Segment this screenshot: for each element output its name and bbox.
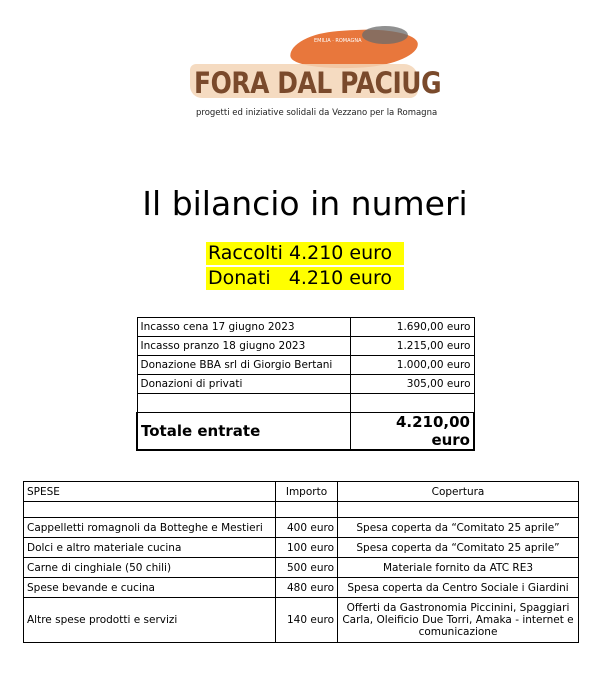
header-spese: SPESE <box>24 482 276 502</box>
empty-row <box>24 502 579 518</box>
income-table <box>136 317 475 451</box>
table-header-row <box>24 482 579 502</box>
expense-coverage: Materiale fornito da ATC RE3 <box>338 558 579 578</box>
expense-item: Cappelletti romagnoli da Botteghe e Mestieri <box>24 518 276 538</box>
logo-subtitle: progetti ed iniziative solidali da Vezzano per la Romagna <box>196 108 438 118</box>
expense-item: Dolci e altro materiale cucina <box>24 538 276 558</box>
income-label: Incasso cena 17 giugno 2023 <box>137 318 351 337</box>
empty-cell <box>351 394 475 413</box>
income-label: Donazione BBA srl di Giorgio Bertani <box>137 356 351 375</box>
income-value: 1.215,00 euro <box>351 337 475 356</box>
table-row <box>137 375 474 394</box>
expense-amount: 140 euro <box>276 598 338 643</box>
raccolti-highlight: Raccolti 4.210 euro <box>206 242 404 265</box>
expense-coverage: Spesa coperta da “Comitato 25 aprile” <box>338 538 579 558</box>
table-row <box>24 558 579 578</box>
page-title: Il bilancio in numeri <box>142 184 468 223</box>
expense-amount: 480 euro <box>276 578 338 598</box>
expenses-table <box>23 481 579 643</box>
logo-title: FORA DAL PACIUG <box>194 66 442 100</box>
header-copertura: Copertura <box>338 482 579 502</box>
income-label: Donazioni di privati <box>137 375 351 394</box>
expense-coverage: Spesa coperta da Centro Sociale i Giardini <box>338 578 579 598</box>
table-row <box>24 598 579 643</box>
logo <box>186 24 442 124</box>
table-row <box>137 337 474 356</box>
income-value: 1.690,00 euro <box>351 318 475 337</box>
expense-coverage: Spesa coperta da “Comitato 25 aprile” <box>338 518 579 538</box>
table-row <box>24 518 579 538</box>
empty-row <box>137 394 474 413</box>
expense-amount: 100 euro <box>276 538 338 558</box>
table-row <box>137 318 474 337</box>
table-row <box>24 538 579 558</box>
total-value: 4.210,00 euro <box>351 413 475 451</box>
expense-coverage: Offerti da Gastronomia Piccinini, Spaggiari Carla, Oleificio Due Torri, Amaka - internet e comunicazione <box>338 598 579 643</box>
expense-amount: 400 euro <box>276 518 338 538</box>
logo-map-text: EMILIA · ROMAGNA <box>314 38 362 44</box>
empty-cell <box>137 394 351 413</box>
total-row <box>137 413 474 451</box>
header-importo: Importo <box>276 482 338 502</box>
table-row <box>24 578 579 598</box>
donati-highlight: Donati 4.210 euro <box>206 267 404 290</box>
income-label: Incasso pranzo 18 giugno 2023 <box>137 337 351 356</box>
expense-item: Carne di cinghiale (50 chili) <box>24 558 276 578</box>
expense-item: Spese bevande e cucina <box>24 578 276 598</box>
table-row <box>137 356 474 375</box>
expense-amount: 500 euro <box>276 558 338 578</box>
income-value: 1.000,00 euro <box>351 356 475 375</box>
empty-cell <box>276 502 338 518</box>
empty-cell <box>338 502 579 518</box>
empty-cell <box>24 502 276 518</box>
total-label: Totale entrate <box>137 413 351 451</box>
income-value: 305,00 euro <box>351 375 475 394</box>
expense-item: Altre spese prodotti e servizi <box>24 598 276 643</box>
